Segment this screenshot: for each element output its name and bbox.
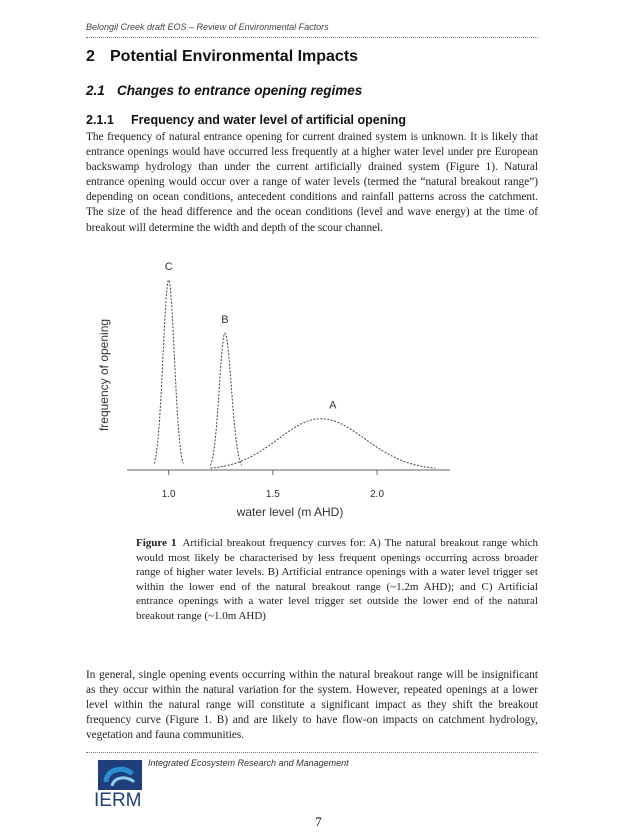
logo-wordmark: IERM bbox=[94, 790, 142, 811]
curve-a bbox=[210, 419, 435, 469]
y-axis-label: frequency of opening bbox=[97, 318, 111, 432]
figure-caption bbox=[136, 536, 538, 623]
subsubsection-title: Frequency and water level of artificial opening bbox=[131, 113, 407, 127]
breakout-frequency-chart bbox=[0, 250, 637, 530]
subsubsection-heading bbox=[86, 113, 406, 127]
x-axis-label: water level (m AHD) bbox=[236, 505, 344, 519]
page-number: 7 bbox=[315, 814, 322, 829]
body-paragraph-2: In general, single opening events occurring within the natural breakout range will be insignificant as they occur within the natural variation for the system. However, repeated openings at a lower level within the natural range will constitute a significant impact as they shift the breakout frequency curve (Figure 1. B) and are likely to have flow-on impacts on catchment hydrology, vegetation and fauna communities. bbox=[86, 669, 538, 742]
figure-caption-text: Artificial breakout frequency curves for: A) The natural breakout range which would most likely be characterised by less frequent openings occurring across broader range of higher water levels. B) Artificial entrance openings with a water level trigger set within the lower end of the natural breakout range (~1.2m AHD); and C) Artificial entrance openings with a water level trigger set outside the lower end of the natural breakout range (~1.0m AHD) bbox=[136, 537, 538, 622]
section-title: Potential Environmental Impacts bbox=[110, 48, 359, 65]
body-paragraph-1: The frequency of natural entrance opening for current drained system is unknown. It is likely that entrance openings would have occurred less frequently at a higher water level under pre European backswamp hydrology than under the current artificially drained system (Figure 1). Natural entrance opening would occur over a range of water levels (termed the “natural breakout range”) depending on ocean conditions, antecedent conditions and rainfall patterns across the catchment. The size of the head difference and the ocean conditions (level and wave energy) at the time of breakout will determine the width and depth of the scour channel. bbox=[86, 131, 538, 234]
curve-c bbox=[154, 280, 183, 464]
curve-label-a: A bbox=[329, 399, 337, 412]
curve-label-c: C bbox=[164, 261, 173, 273]
figure-label: Figure 1 bbox=[136, 537, 177, 549]
x-tick-label: 1.5 bbox=[265, 489, 280, 500]
x-tick-label: 1.0 bbox=[161, 489, 176, 500]
chart-plot-area bbox=[97, 261, 450, 519]
x-tick-label: 2.0 bbox=[370, 489, 385, 500]
subsection-number: 2.1 bbox=[86, 83, 105, 98]
running-header: Belongil Creek draft EOS – Review of Environmental Factors bbox=[86, 22, 329, 32]
subsection-title: Changes to entrance opening regimes bbox=[117, 83, 363, 98]
footer-divider bbox=[86, 752, 538, 753]
section-heading bbox=[86, 48, 358, 66]
section-number: 2 bbox=[86, 48, 95, 65]
subsection-heading bbox=[86, 83, 362, 98]
curve-b bbox=[210, 333, 241, 465]
curve-label-b: B bbox=[221, 314, 229, 327]
header-divider bbox=[86, 37, 538, 38]
subsubsection-number: 2.1.1 bbox=[86, 113, 114, 127]
footer-organisation: Integrated Ecosystem Research and Management bbox=[148, 758, 349, 768]
